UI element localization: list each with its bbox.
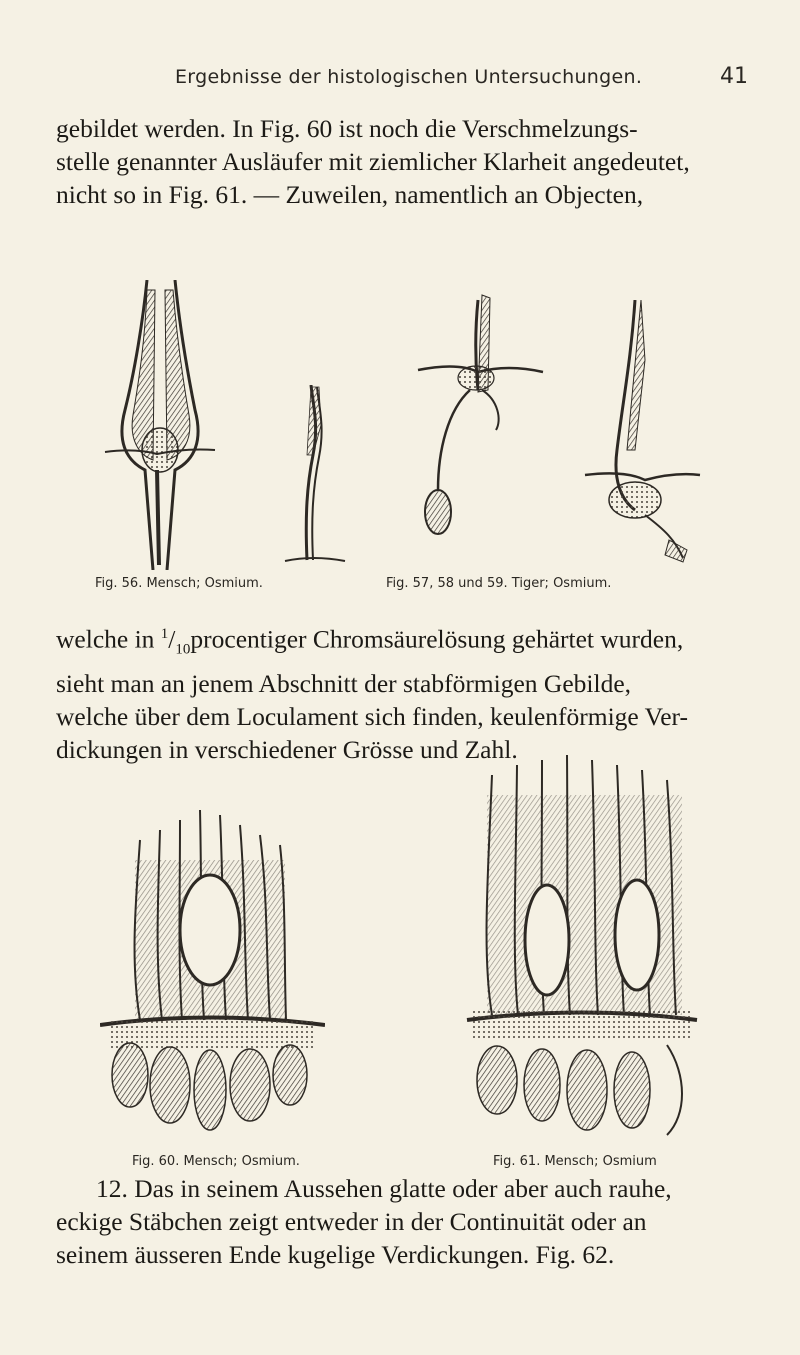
text-line: seinem äusseren Ende kugelige Verdickungen. Fig. 62.	[56, 1240, 615, 1269]
figure-57-illustration	[283, 385, 353, 565]
fraction-numerator: 1	[160, 626, 169, 642]
text-line	[56, 618, 764, 667]
figure-56-caption: Fig. 56. Mensch; Osmium.	[95, 576, 263, 591]
text-line: dickungen in verschiedener Grösse und Zahl.	[56, 734, 518, 764]
figure-57-59-caption: Fig. 57, 58 und 59. Tiger; Osmium.	[386, 576, 612, 591]
figure-59-illustration	[565, 300, 705, 565]
figure-60-illustration	[100, 800, 325, 1145]
paragraph-2	[56, 618, 764, 766]
text-line: sieht man an jenem Abschnitt der stabförmigen Gebilde,	[56, 668, 632, 698]
text-line: eckige Stäbchen zeigt entweder in der Continuität oder an	[56, 1207, 647, 1236]
text-fragment: procentiger Chromsäurelösung gehärtet wurden,	[190, 624, 684, 654]
text-line: welche über dem Loculament sich finden, keulenförmige Ver-	[56, 701, 689, 731]
figure-61-caption: Fig. 61. Mensch; Osmium	[493, 1154, 657, 1169]
figure-56-illustration	[95, 280, 225, 570]
figure-60-caption: Fig. 60. Mensch; Osmium.	[132, 1154, 300, 1169]
text-line: gebildet werden. In Fig. 60 ist noch die Verschmelzungs-	[56, 114, 638, 143]
fraction-denominator: 10	[175, 641, 191, 658]
running-title: Ergebnisse der histologischen Untersuchungen.	[175, 66, 643, 88]
page-number: 41	[720, 64, 748, 89]
page-header	[0, 66, 800, 96]
figure-58-illustration	[398, 290, 548, 555]
paragraph-1	[56, 112, 764, 211]
text-line: stelle genannter Ausläufer mit ziemlicher Klarheit angedeutet,	[56, 147, 690, 176]
paragraph-3	[56, 1172, 764, 1271]
text-fragment: welche in	[56, 624, 161, 654]
text-line: 12. Das in seinem Aussehen glatte oder aber auch rauhe,	[96, 1174, 672, 1203]
text-line-segment: welche in $^1/_{10}procentiger$ Chromsäurelösung gehärtet wurden,	[56, 624, 684, 658]
text-line: nicht so in Fig. 61. — Zuweilen, namentlich an Objecten,	[56, 180, 644, 209]
figure-61-illustration	[462, 755, 702, 1140]
